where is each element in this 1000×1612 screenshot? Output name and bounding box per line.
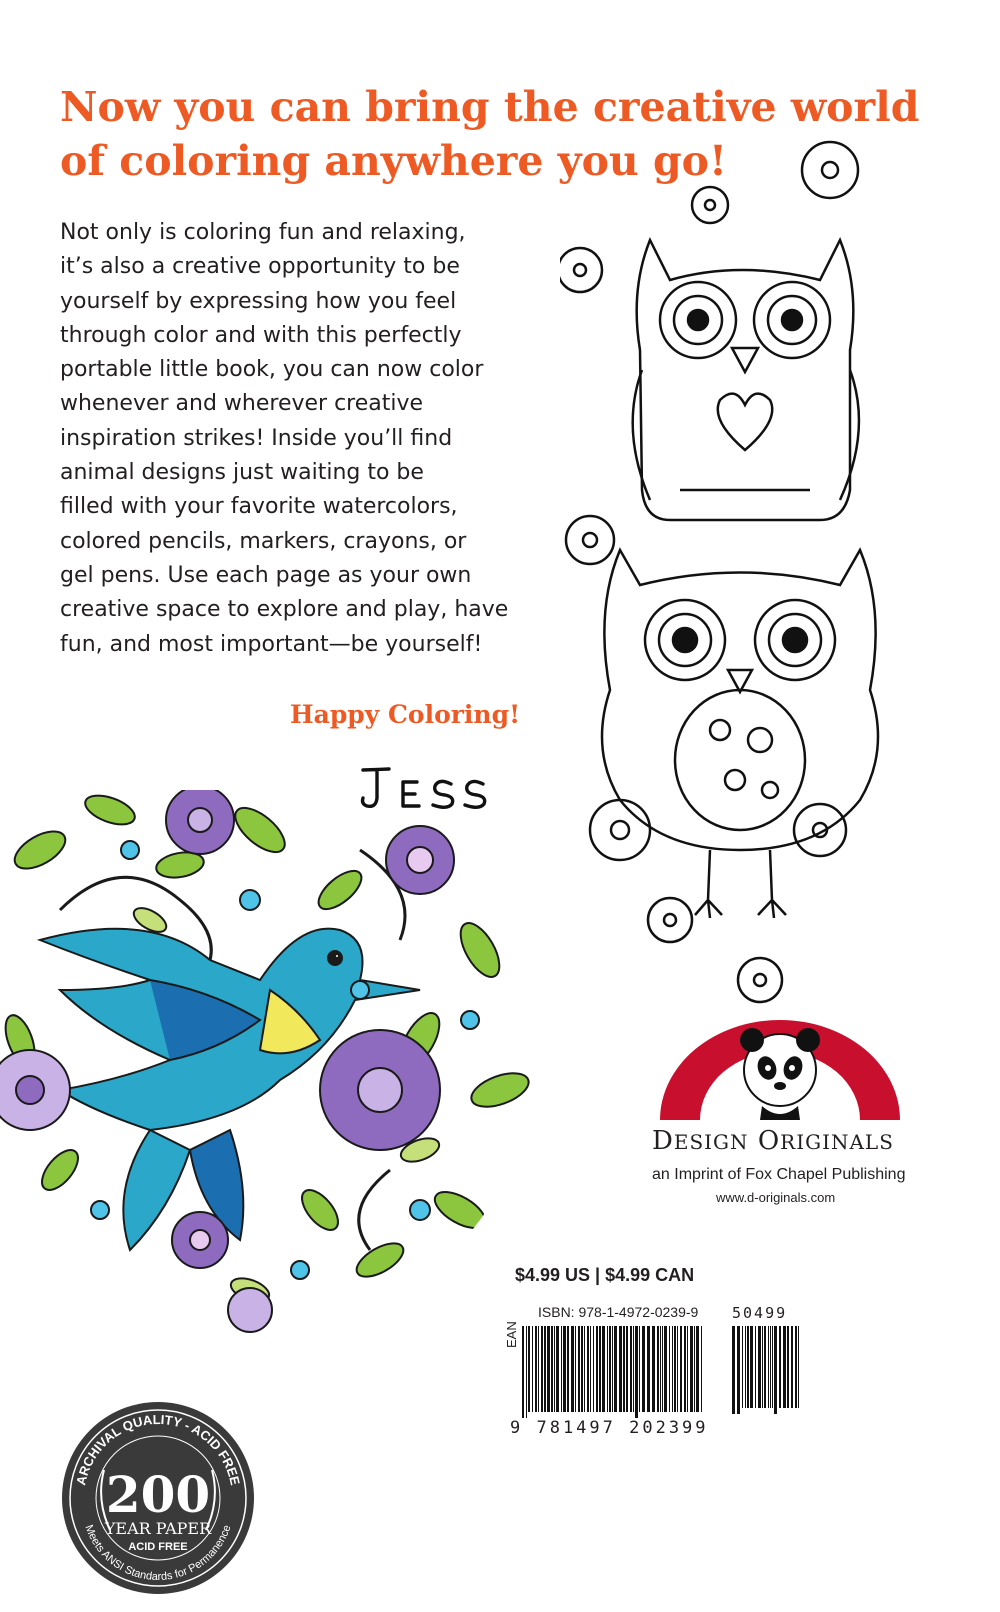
barcode-bar <box>571 1326 574 1412</box>
publisher-initial-o: O <box>757 1126 781 1156</box>
body-line: animal designs just waiting to be <box>60 460 424 486</box>
barcode-bar <box>662 1326 663 1412</box>
addon-digits: 50499 <box>732 1304 788 1322</box>
barcode-bar <box>674 1326 676 1412</box>
body-line: through color and with this perfectly <box>60 322 462 348</box>
barcode-bar <box>772 1326 773 1408</box>
barcode-bar <box>635 1326 638 1418</box>
panda-logo <box>650 1010 910 1120</box>
barcode-bar <box>690 1326 693 1412</box>
barcode-bar <box>541 1326 543 1412</box>
ean-label: EAN <box>504 1321 519 1348</box>
barcode-bar <box>762 1326 763 1408</box>
barcode-bar <box>567 1326 569 1412</box>
body-line: creative space to explore and play, have <box>60 597 509 623</box>
badge-top-arc: ARCHIVAL QUALITY - ACID FREE <box>73 1411 243 1487</box>
barcode-bar <box>694 1326 695 1412</box>
barcode-bar <box>587 1326 589 1412</box>
barcode-bar <box>732 1326 735 1414</box>
body-line: it’s also a creative opportunity to be <box>60 254 460 280</box>
body-line: whenever and wherever creative <box>60 391 424 417</box>
barcode-bar <box>633 1326 634 1412</box>
barcode-bar <box>619 1326 622 1412</box>
barcode-bar <box>639 1326 640 1412</box>
body-line: filled with your favorite watercolors, <box>60 494 458 520</box>
barcode-bar <box>696 1326 699 1412</box>
barcode-bar <box>660 1326 661 1412</box>
barcode-bar <box>677 1326 678 1412</box>
barcode-bar <box>798 1326 799 1408</box>
publisher-name <box>652 1126 894 1156</box>
barcode-bar <box>538 1326 539 1412</box>
barcode-bar <box>687 1326 688 1412</box>
price-text: $4.99 US | $4.99 CAN <box>515 1265 695 1285</box>
barcode-bar <box>795 1326 797 1408</box>
barcode-bar <box>664 1326 667 1412</box>
publisher-url: www.d-originals.com <box>716 1190 836 1205</box>
barcode-bar <box>544 1326 546 1412</box>
barcode-bar <box>652 1326 655 1412</box>
barcode-bar <box>701 1326 702 1412</box>
ean-digits: 9 781497 202399 <box>510 1418 709 1438</box>
happy-coloring-text: Happy Coloring! <box>290 700 521 729</box>
headline-line-1: Now you can bring the creative world <box>60 83 920 131</box>
barcode-bar <box>768 1326 769 1408</box>
body-line: fun, and most important—be yourself! <box>60 631 483 657</box>
barcode-bar <box>612 1326 613 1412</box>
owls-illustration <box>560 130 920 1030</box>
barcode-bar <box>745 1326 746 1408</box>
barcode-bar <box>602 1326 605 1412</box>
publisher-word-rest-2: RIGINALS <box>780 1130 894 1154</box>
barcode-bar <box>584 1326 585 1412</box>
barcode-bar <box>791 1326 793 1408</box>
barcode-bar <box>642 1326 645 1412</box>
badge-line-1: YEAR PAPER <box>104 1519 212 1538</box>
barcode-bar <box>575 1326 576 1412</box>
barcode-bar <box>554 1326 555 1412</box>
body-line: portable little book, you can now color <box>60 357 484 383</box>
barcode-bar <box>657 1326 659 1412</box>
barcode-bar <box>669 1326 670 1412</box>
barcode-bar <box>614 1326 617 1412</box>
headline-line-2: of coloring anywhere you go! <box>60 137 728 185</box>
barcode-bar <box>764 1326 766 1408</box>
barcode-bar <box>672 1326 673 1412</box>
barcode-bar <box>758 1326 761 1408</box>
body-text <box>60 216 580 662</box>
barcode-bar <box>609 1326 611 1412</box>
barcode-bar <box>742 1326 743 1408</box>
barcode-bar <box>647 1326 650 1412</box>
barcode-bar <box>750 1326 753 1408</box>
barcode-bar <box>556 1326 559 1412</box>
badge-line-2: ACID FREE <box>128 1541 188 1553</box>
isbn-text: ISBN: 978-1-4972-0239-9 <box>538 1304 699 1320</box>
barcode-block <box>504 1304 920 1444</box>
archival-paper-badge <box>60 1400 256 1596</box>
body-line: inspiration strikes! Inside you’ll find <box>60 425 453 451</box>
barcode-bar <box>737 1326 740 1414</box>
body-line: Not only is coloring fun and relaxing, <box>60 220 466 245</box>
barcode-bar <box>561 1326 562 1412</box>
barcode-bar <box>630 1326 632 1412</box>
barcode-bar <box>578 1326 580 1412</box>
barcode-bar <box>747 1326 749 1408</box>
publisher-tagline: an Imprint of Fox Chapel Publishing <box>652 1166 906 1183</box>
hummingbird-illustration <box>0 790 560 1350</box>
barcode-bar <box>551 1326 553 1412</box>
barcode-bar <box>532 1326 533 1412</box>
barcode-bar <box>547 1326 550 1412</box>
barcode-bar <box>522 1326 524 1418</box>
barcode-bar <box>596 1326 598 1412</box>
barcode-bar <box>783 1326 786 1408</box>
barcode-bar <box>526 1326 527 1418</box>
barcode-bar <box>623 1326 625 1412</box>
barcode-bar <box>593 1326 594 1412</box>
publisher-word-rest-1: ESIGN <box>673 1130 749 1154</box>
barcode-bar <box>755 1326 756 1408</box>
addon-barcode <box>732 1326 800 1414</box>
barcode-bar <box>528 1326 530 1412</box>
barcode-bar <box>779 1326 781 1408</box>
body-line: yourself by expressing how you feel <box>60 288 457 314</box>
badge-number: 200 <box>105 1465 211 1524</box>
barcode-bar <box>770 1326 771 1408</box>
badge-bottom-arc: Meets ANSI Standards for Permanence <box>82 1523 234 1584</box>
body-line: gel pens. Use each page as your own <box>60 562 472 588</box>
publisher-initial-d: D <box>652 1126 674 1156</box>
body-line: colored pencils, markers, crayons, or <box>60 528 467 554</box>
barcode-bar <box>684 1326 686 1412</box>
barcode-bar <box>599 1326 601 1412</box>
barcode-bar <box>535 1326 537 1412</box>
barcode-bar <box>607 1326 608 1412</box>
barcode-bar <box>590 1326 591 1412</box>
barcode-bar <box>680 1326 682 1412</box>
barcode-bar <box>581 1326 583 1412</box>
ean-barcode <box>522 1326 702 1418</box>
barcode-bar <box>626 1326 628 1412</box>
barcode-bar <box>787 1326 789 1408</box>
barcode-bar <box>774 1326 777 1414</box>
barcode-bar <box>563 1326 566 1412</box>
